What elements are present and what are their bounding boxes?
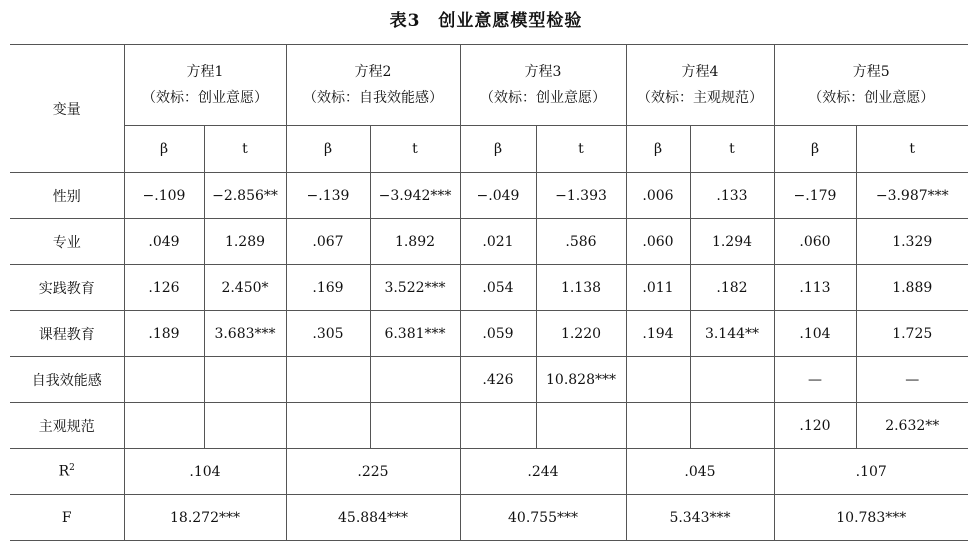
regression-table [10,44,968,541]
table-cell: 1.889 [856,265,968,311]
table-cell: −.179 [774,173,856,219]
beta-header: β [286,126,370,173]
table-cell: .021 [460,219,536,265]
table-cell: .169 [286,265,370,311]
table-cell: 3.144** [690,311,774,357]
beta-header: β [626,126,690,173]
header-row-equations [10,45,968,126]
table-cell: .059 [460,311,536,357]
beta-header: β [124,126,204,173]
f-stat-label: F [10,495,124,541]
row-label: 课程教育 [10,311,124,357]
row-label: 性别 [10,173,124,219]
table-row [10,311,968,357]
f-stat-value: 5.343*** [626,495,774,541]
beta-header: β [460,126,536,173]
table-cell: .126 [124,265,204,311]
row-label: 自我效能感 [10,357,124,403]
table-cell: 3.683*** [204,311,286,357]
r-squared-row [10,449,968,495]
table-cell: .060 [626,219,690,265]
table-cell [626,357,690,403]
table-cell: 2.632** [856,403,968,449]
equation-title: 方程4 [681,64,719,80]
equation-title: 方程5 [852,64,890,80]
table-cell [460,403,536,449]
equation-title: 方程3 [524,64,562,80]
regression-table-container [10,44,968,541]
table-cell: 3.522*** [370,265,460,311]
table-caption: 表3 创业意愿模型检验 [389,11,583,31]
table-cell: −2.856** [204,173,286,219]
table-cell: 1.138 [536,265,626,311]
table-cell: 1.220 [536,311,626,357]
table-cell [204,357,286,403]
f-stat-value: 40.755*** [460,495,626,541]
table-cell: 6.381*** [370,311,460,357]
f-stat-value: 18.272*** [124,495,286,541]
equation-2-header [286,45,460,126]
table-cell [370,403,460,449]
t-header: t [690,126,774,173]
r-squared-value: .107 [774,449,968,495]
t-header: t [856,126,968,173]
r-label-superscript: 2 [69,463,75,474]
r-squared-value: .045 [626,449,774,495]
equation-1-header [124,45,286,126]
table-cell: .060 [774,219,856,265]
equation-criterion: （效标：创业意愿） [808,90,935,106]
table-cell: 1.294 [690,219,774,265]
table-cell [124,403,204,449]
table-cell: .006 [626,173,690,219]
equation-criterion: （效标：创业意愿） [142,90,268,106]
table-cell: 1.289 [204,219,286,265]
table-cell: .182 [690,265,774,311]
beta-header: β [774,126,856,173]
equation-5-header [774,45,968,126]
r-squared-value: .104 [124,449,286,495]
table-cell: .133 [690,173,774,219]
table-cell: .067 [286,219,370,265]
table-cell: .011 [626,265,690,311]
table-cell: .305 [286,311,370,357]
table-cell: −3.942*** [370,173,460,219]
table-cell: 1.329 [856,219,968,265]
table-cell [204,403,286,449]
row-label: 主观规范 [10,403,124,449]
equation-title: 方程2 [354,64,392,80]
equation-criterion: （效标：自我效能感） [303,90,443,106]
table-cell [286,357,370,403]
table-cell: −.049 [460,173,536,219]
table-cell [690,357,774,403]
table-cell: −.139 [286,173,370,219]
table-cell: — [774,357,856,403]
table-cell [690,403,774,449]
table-row [10,219,968,265]
table-cell: 1.725 [856,311,968,357]
r-squared-label [10,449,124,495]
header-row-coefficients [10,126,968,173]
table-cell: .189 [124,311,204,357]
t-header: t [370,126,460,173]
table-cell: −1.393 [536,173,626,219]
table-row [10,173,968,219]
t-header: t [536,126,626,173]
r-squared-value: .225 [286,449,460,495]
table-cell: .113 [774,265,856,311]
f-stat-row [10,495,968,541]
equation-title: 方程1 [186,64,224,80]
row-label: 专业 [10,219,124,265]
table-cell: .586 [536,219,626,265]
table-cell: 10.828*** [536,357,626,403]
table-cell: 2.450* [204,265,286,311]
table-cell: −.109 [124,173,204,219]
table-cell: .049 [124,219,204,265]
table-row [10,357,968,403]
table-cell: — [856,357,968,403]
table-cell: 1.892 [370,219,460,265]
equation-3-header [460,45,626,126]
table-cell: .054 [460,265,536,311]
f-stat-value: 45.884*** [286,495,460,541]
r-squared-value: .244 [460,449,626,495]
table-row [10,403,968,449]
t-header: t [204,126,286,173]
table-cell [536,403,626,449]
table-cell: −3.987*** [856,173,968,219]
table-cell [626,403,690,449]
equation-criterion: （效标：创业意愿） [480,90,606,106]
equation-4-header [626,45,774,126]
f-stat-value: 10.783*** [774,495,968,541]
table-cell: .104 [774,311,856,357]
table-cell [370,357,460,403]
table-cell [286,403,370,449]
equation-criterion: （效标：主观规范） [637,90,763,106]
r-label-text: R [58,463,70,480]
table-cell [124,357,204,403]
table-cell: .194 [626,311,690,357]
variable-header: 变量 [10,45,124,173]
table-cell: .120 [774,403,856,449]
table-row [10,265,968,311]
row-label: 实践教育 [10,265,124,311]
table-cell: .426 [460,357,536,403]
